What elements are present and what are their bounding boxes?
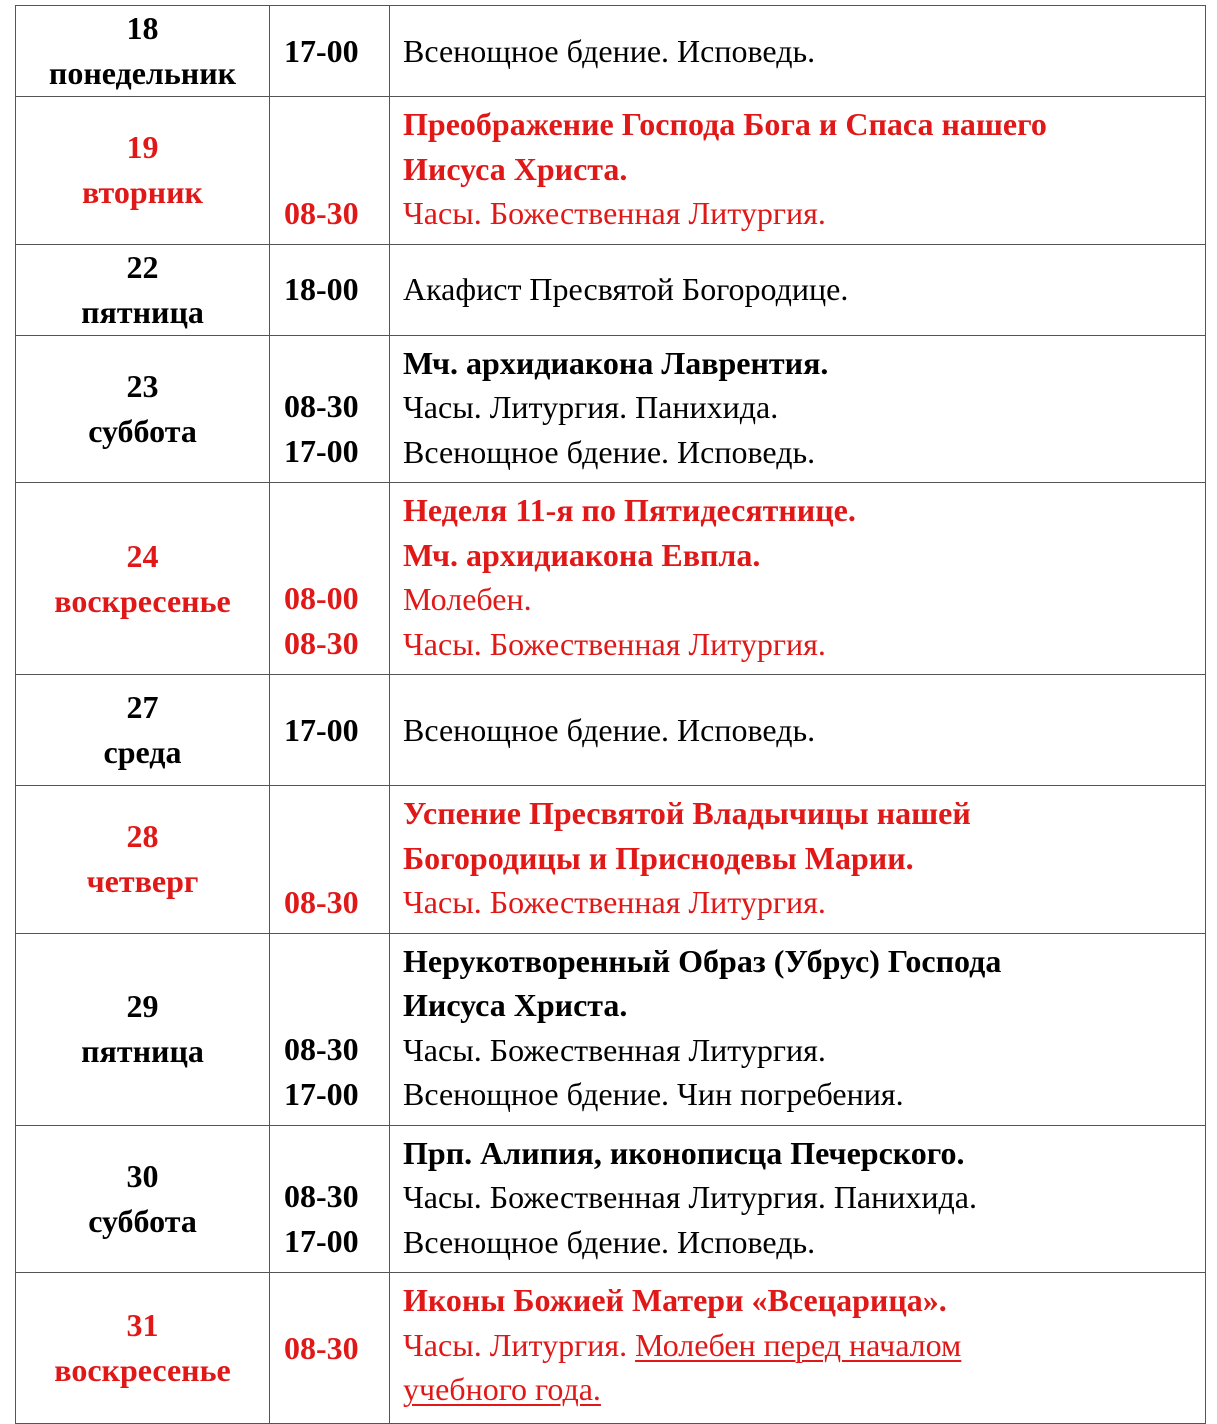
service-cell [390, 933, 1206, 1125]
service-line: Часы. Божественная Литургия. [403, 625, 826, 662]
schedule-row [16, 786, 1206, 934]
service-cell [390, 1125, 1206, 1273]
day-number: 27 [126, 689, 159, 725]
time-cell [270, 786, 390, 934]
underlined-service-text: Молебен перед началом [635, 1326, 962, 1363]
feast-title: Иконы Божией Матери «Всецарица». [403, 1282, 947, 1318]
feast-title: Богородицы и Приснодевы Марии. [403, 839, 914, 876]
day-number: 28 [126, 818, 159, 855]
day-number: 19 [126, 129, 159, 166]
schedule-row [16, 97, 1206, 245]
service-time: 08-30 [284, 1178, 359, 1214]
service-time: 17-00 [284, 1075, 359, 1112]
time-cell [270, 97, 390, 245]
date-cell [16, 97, 270, 245]
weekday: суббота [88, 412, 197, 449]
weekday: пятница [81, 293, 204, 330]
service-cell [390, 244, 1206, 335]
service-line: Всенощное бдение. Исповедь. [403, 433, 816, 470]
service-cell [390, 786, 1206, 934]
service-line: Часы. Божественная Литургия. [403, 884, 826, 920]
date-cell [16, 483, 270, 675]
service-line: Часы. Божественная Литургия. Панихида. [403, 1179, 977, 1215]
day-number: 18 [126, 10, 159, 46]
feast-title: Успение Пресвятой Владычицы нашей [403, 795, 971, 831]
time-cell [270, 1125, 390, 1273]
service-line [403, 1323, 1195, 1368]
feast-title: Иисуса Христа. [403, 987, 628, 1023]
service-time: 08-30 [284, 883, 359, 920]
service-time: 08-00 [284, 580, 359, 616]
time-cell [270, 675, 390, 786]
weekday: воскресенье [54, 1352, 231, 1388]
feast-title: Мч. архидиакона Евпла. [403, 536, 761, 573]
schedule-row [16, 933, 1206, 1125]
time-cell [270, 244, 390, 335]
service-time: 17-00 [284, 1223, 359, 1259]
service-time: 18-00 [284, 271, 359, 307]
service-cell [390, 675, 1206, 786]
feast-title: Неделя 11-я по Пятидесятнице. [403, 492, 856, 528]
weekday: понедельник [48, 55, 237, 91]
service-cell [390, 335, 1206, 483]
date-cell [16, 933, 270, 1125]
service-time: 17-00 [284, 32, 359, 69]
day-number: 24 [126, 537, 159, 574]
service-line: Всенощное бдение. Исповедь. [403, 711, 816, 748]
schedule-row [16, 1125, 1206, 1273]
day-number: 23 [126, 367, 159, 404]
schedule-row [16, 483, 1206, 675]
date-cell [16, 1273, 270, 1424]
date-cell [16, 335, 270, 483]
time-cell [270, 483, 390, 675]
service-line: Акафист Пресвятой Богородице. [403, 271, 849, 308]
date-cell [16, 786, 270, 934]
service-time: 08-30 [284, 1030, 359, 1067]
date-cell [16, 675, 270, 786]
service-line: Всенощное бдение. Исповедь. [403, 32, 816, 69]
service-cell [390, 1273, 1206, 1424]
service-time: 08-30 [284, 194, 359, 231]
weekday: вторник [82, 174, 203, 211]
service-cell [390, 483, 1206, 675]
day-number: 31 [126, 1307, 159, 1343]
service-time: 08-30 [284, 388, 359, 424]
date-cell [16, 6, 270, 97]
time-cell [270, 6, 390, 97]
service-line: Молебен. [403, 581, 532, 617]
feast-title: Мч. архидиакона Лаврентия. [403, 344, 829, 381]
feast-title: Прп. Алипия, иконописца Печерского. [403, 1134, 965, 1171]
day-number: 29 [126, 988, 159, 1024]
service-line: Часы. Божественная Литургия. [403, 195, 826, 231]
service-time: 08-30 [284, 625, 359, 661]
time-cell [270, 335, 390, 483]
feast-title: Преображение Господа Бога и Спаса нашего [403, 106, 1047, 142]
service-text: Часы. Литургия. [403, 1326, 636, 1363]
weekday: среда [103, 734, 182, 770]
time-cell [270, 933, 390, 1125]
service-line: Всенощное бдение. Чин погребения. [403, 1076, 904, 1112]
schedule-row [16, 244, 1206, 335]
date-cell [16, 1125, 270, 1273]
feast-title: Иисуса Христа. [403, 150, 628, 187]
service-cell [390, 6, 1206, 97]
weekday: воскресенье [54, 582, 231, 619]
feast-title: Нерукотворенный Образ (Убрус) Господа [403, 942, 1002, 979]
underlined-service-text: учебного года. [403, 1371, 601, 1407]
day-number: 22 [126, 248, 159, 285]
day-number: 30 [126, 1157, 159, 1194]
schedule-row [16, 675, 1206, 786]
service-line: Часы. Литургия. Панихида. [403, 389, 779, 425]
service-line: Часы. Божественная Литургия. [403, 1031, 826, 1068]
weekday: пятница [81, 1033, 204, 1069]
service-line: Всенощное бдение. Исповедь. [403, 1223, 816, 1260]
service-cell [390, 97, 1206, 245]
weekday: четверг [86, 863, 199, 900]
service-schedule-table [15, 5, 1206, 1424]
weekday: суббота [88, 1202, 197, 1239]
schedule-row [16, 335, 1206, 483]
date-cell [16, 244, 270, 335]
service-time: 08-30 [284, 1329, 359, 1366]
schedule-row [16, 6, 1206, 97]
service-time: 17-00 [284, 711, 359, 748]
time-cell [270, 1273, 390, 1424]
schedule-row [16, 1273, 1206, 1424]
service-time: 17-00 [284, 433, 359, 469]
